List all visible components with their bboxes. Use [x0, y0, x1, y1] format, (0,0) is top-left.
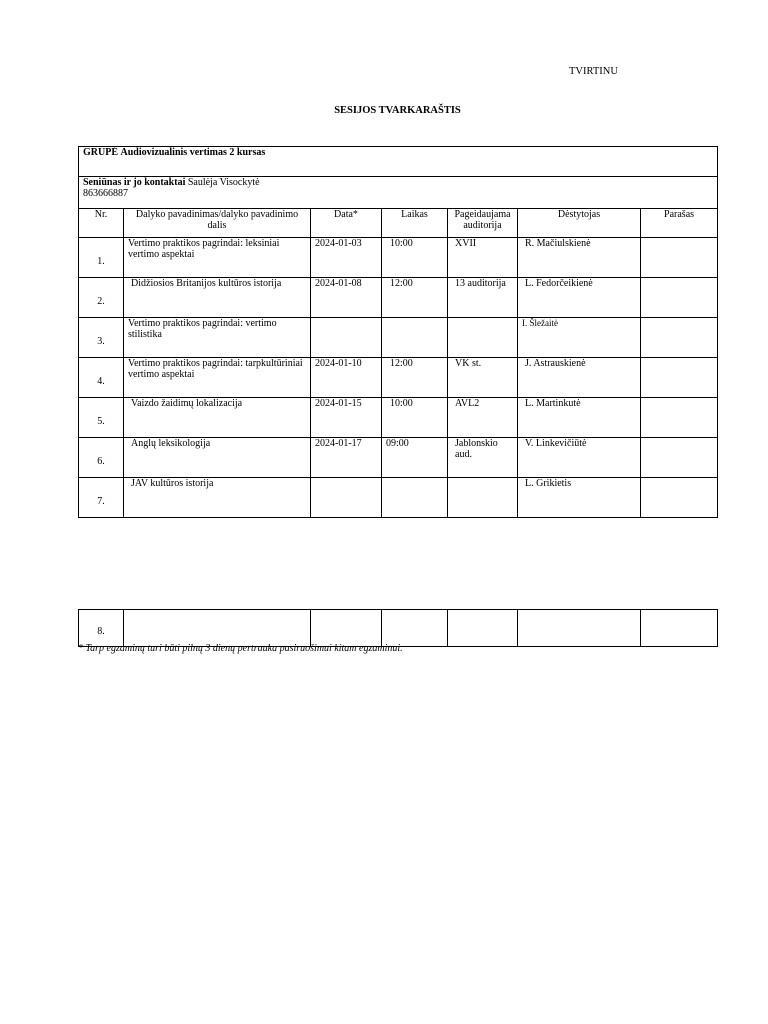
col-nr-header: Nr. [79, 209, 124, 238]
row-time: 12:00 [382, 278, 448, 318]
col-date-header: Data* [311, 209, 382, 238]
row-subject: Anglų leksikologija [124, 438, 311, 478]
row-subject [124, 610, 311, 647]
row-nr: 5. [79, 398, 124, 438]
header-row [79, 209, 718, 238]
row-teacher: J. Astrauskienė [518, 358, 641, 398]
row-teacher: V. Linkevičiūtė [518, 438, 641, 478]
table-row [79, 478, 718, 518]
group-value: Audiovizualinis vertimas 2 kursas [120, 147, 266, 158]
row-teacher: L. Fedorčeikienė [518, 278, 641, 318]
row-date: 2024-01-17 [311, 438, 382, 478]
senior-label: Seniūnas ir jo kontaktai [83, 177, 186, 188]
row-signature [641, 318, 718, 358]
row-subject: JAV kultūros istorija [124, 478, 311, 518]
row-subject: Vertimo praktikos pagrindai: vertimo stilistika [124, 318, 311, 358]
row-time [382, 318, 448, 358]
row-date [311, 478, 382, 518]
row-date: 2024-01-08 [311, 278, 382, 318]
senior-phone: 863666887 [83, 188, 128, 199]
row-nr: 4. [79, 358, 124, 398]
row-time: 10:00 [382, 238, 448, 278]
row-teacher [518, 610, 641, 647]
row-room: 13 auditorija [448, 278, 518, 318]
row-signature [641, 358, 718, 398]
row-room: AVL2 [448, 398, 518, 438]
table-row [79, 358, 718, 398]
table-row [79, 398, 718, 438]
row-time: 09:00 [382, 438, 448, 478]
approval-label: TVIRTINU [569, 66, 618, 77]
row-signature [641, 278, 718, 318]
row-teacher: L. Martinkutė [518, 398, 641, 438]
col-subject-header: Dalyko pavadinimas/dalyko pavadinimo dalis [124, 209, 311, 238]
row-nr: 1. [79, 238, 124, 278]
row-date [311, 318, 382, 358]
col-room-header: Pageidaujama auditorija [448, 209, 518, 238]
row-room: VK st. [448, 358, 518, 398]
row-nr: 2. [79, 278, 124, 318]
row-signature [641, 438, 718, 478]
table-row [79, 318, 718, 358]
row-subject: Didžiosios Britanijos kultūros istorija [124, 278, 311, 318]
row-nr: 3. [79, 318, 124, 358]
row-teacher: R. Mačiulskienė [518, 238, 641, 278]
footnote: * Tarp egzaminų turi būti pilnų 3 dienų pertrauka pasiruošimui kitam egzaminui. [78, 643, 403, 654]
row-room [448, 610, 518, 647]
row-signature [641, 238, 718, 278]
schedule-table [78, 146, 718, 518]
col-teacher-header: Dėstytojas [518, 209, 641, 238]
senior-name: Saulėja Visockytė [187, 177, 260, 188]
group-label: GRUPĖ [83, 147, 118, 158]
row-signature [641, 478, 718, 518]
col-sign-header: Parašas [641, 209, 718, 238]
row-room [448, 478, 518, 518]
row-date: 2024-01-10 [311, 358, 382, 398]
row-subject: Vertimo praktikos pagrindai: tarpkultūriniai vertimo aspektai [124, 358, 311, 398]
table-row [79, 438, 718, 478]
row-time: 10:00 [382, 398, 448, 438]
table-row [79, 278, 718, 318]
schedule-table-continued [78, 609, 718, 647]
row-date [311, 610, 382, 647]
row-teacher: L. Grikietis [518, 478, 641, 518]
row-nr: 6. [79, 438, 124, 478]
row-signature [641, 610, 718, 647]
group-cell [79, 147, 718, 177]
row-subject: Vertimo praktikos pagrindai: leksiniai vertimo aspektai [124, 238, 311, 278]
row-room [448, 318, 518, 358]
schedule-rows [79, 238, 718, 518]
row-time: 12:00 [382, 358, 448, 398]
table-row [79, 610, 718, 647]
row-date: 2024-01-03 [311, 238, 382, 278]
table-row [79, 238, 718, 278]
row-subject: Vaizdo žaidimų lokalizacija [124, 398, 311, 438]
col-time-header: Laikas [382, 209, 448, 238]
row-room: XVII [448, 238, 518, 278]
row-time [382, 478, 448, 518]
senior-cell [79, 177, 718, 209]
page-title: SESIJOS TVARKARAŠTIS [334, 105, 461, 116]
row-nr: 8. [79, 610, 124, 647]
row-nr: 7. [79, 478, 124, 518]
row-signature [641, 398, 718, 438]
row-date: 2024-01-15 [311, 398, 382, 438]
row-room: Jablonskio aud. [448, 438, 518, 478]
group-row [79, 147, 718, 177]
row-time [382, 610, 448, 647]
senior-row [79, 177, 718, 209]
row-teacher: I. Šležaitė [518, 318, 641, 358]
